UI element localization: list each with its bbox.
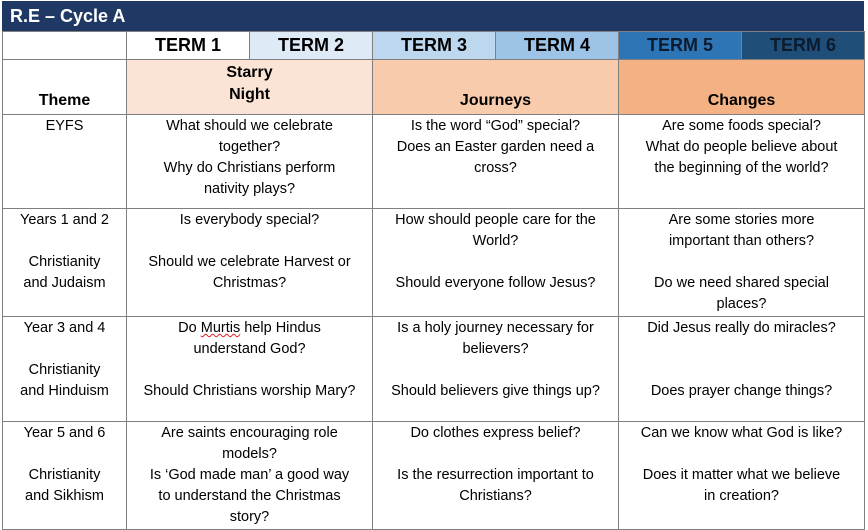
theme-line: Christianity xyxy=(28,362,101,378)
question-line: Christmas? xyxy=(212,275,287,291)
blank-line xyxy=(3,444,126,465)
starry-header-line-2: Night xyxy=(229,86,270,103)
question-line: Can we know what God is like? xyxy=(640,425,843,441)
question-line: Is ‘God made man’ a good way xyxy=(149,467,350,483)
changes-cell xyxy=(619,317,865,422)
question-line: Is a holy journey necessary for xyxy=(397,320,594,336)
theme-cell xyxy=(3,115,127,209)
question-line: Should Christians worship Mary? xyxy=(143,383,356,399)
table-row xyxy=(3,422,865,530)
question-line: together? xyxy=(218,139,281,155)
term-3-header: TERM 3 xyxy=(373,32,496,60)
question-line: Christians? xyxy=(459,488,532,504)
question-line: cross? xyxy=(474,160,517,176)
question-line: Does it matter what we believe xyxy=(642,467,841,483)
question-line: What should we celebrate xyxy=(166,118,333,134)
question-line: places? xyxy=(716,296,767,312)
question-line: Should we celebrate Harvest or xyxy=(148,254,351,270)
term-header-row xyxy=(3,32,865,60)
question-line: What do people believe about xyxy=(645,139,838,155)
blank-line xyxy=(373,444,618,465)
starry-night-cell xyxy=(127,317,373,422)
blank-line xyxy=(3,231,126,252)
theme-header-row xyxy=(3,60,865,115)
theme-line: Year 5 and 6 xyxy=(23,425,106,441)
theme-line: Christianity xyxy=(28,254,101,270)
term-5-header: TERM 5 xyxy=(619,32,742,60)
starry-header-line-1: Starry xyxy=(226,64,273,81)
question-line: Is everybody special? xyxy=(179,212,320,228)
question-line: nativity plays? xyxy=(203,181,296,197)
question-line xyxy=(127,318,372,339)
blank-line xyxy=(619,339,864,360)
theme-line: and Hinduism xyxy=(20,383,109,399)
question-line: Is the word “God” special? xyxy=(410,118,581,134)
changes-cell xyxy=(619,115,865,209)
text-run: help Hindus xyxy=(240,320,321,336)
question-line: Do we need shared special xyxy=(654,275,829,291)
document-title: R.E – Cycle A xyxy=(2,1,864,31)
journeys-cell xyxy=(373,422,619,530)
term-4-header: TERM 4 xyxy=(496,32,619,60)
curriculum-table xyxy=(2,31,865,530)
question-line: World? xyxy=(472,233,519,249)
changes-cell xyxy=(619,209,865,317)
question-line: Does an Easter garden need a xyxy=(396,139,595,155)
question-line: Does prayer change things? xyxy=(650,383,833,399)
blank-line xyxy=(619,444,864,465)
question-line: Is the resurrection important to xyxy=(397,467,594,483)
spellcheck-word: Murtis xyxy=(200,320,241,336)
term-2-header: TERM 2 xyxy=(250,32,373,60)
table-row xyxy=(3,115,865,209)
question-line: How should people care for the xyxy=(395,212,596,228)
question-line: important than others? xyxy=(668,233,815,249)
starry-night-header xyxy=(127,60,373,115)
blank-line xyxy=(127,360,372,381)
text-run: Do xyxy=(178,320,201,336)
question-line: Did Jesus really do miracles? xyxy=(647,320,836,336)
theme-line: EYFS xyxy=(45,118,84,134)
blank-line xyxy=(373,252,618,273)
starry-night-cell xyxy=(127,115,373,209)
question-line: understand God? xyxy=(193,341,306,357)
question-line: in creation? xyxy=(704,488,779,504)
theme-cell xyxy=(3,209,127,317)
question-line: story? xyxy=(229,509,270,525)
theme-line: and Judaism xyxy=(23,275,106,291)
question-line: Should everyone follow Jesus? xyxy=(395,275,596,291)
table-row xyxy=(3,209,865,317)
question-line: Should believers give things up? xyxy=(391,383,600,399)
theme-column-header: Theme xyxy=(3,60,127,115)
starry-night-cell xyxy=(127,209,373,317)
question-line: to understand the Christmas xyxy=(158,488,341,504)
theme-line: Year 3 and 4 xyxy=(23,320,106,336)
question-line: models? xyxy=(222,446,277,462)
theme-cell xyxy=(3,317,127,422)
question-line: Are saints encouraging role xyxy=(161,425,338,441)
table-row xyxy=(3,317,865,422)
journeys-cell xyxy=(373,209,619,317)
blank-line xyxy=(3,339,126,360)
question-line: the beginning of the world? xyxy=(654,160,829,176)
question-line: Why do Christians perform xyxy=(163,160,336,176)
blank-line xyxy=(619,360,864,381)
journeys-header: Journeys xyxy=(373,60,619,115)
journeys-cell xyxy=(373,115,619,209)
starry-night-cell xyxy=(127,422,373,530)
journeys-cell xyxy=(373,317,619,422)
changes-header: Changes xyxy=(619,60,865,115)
blank-line xyxy=(127,231,372,252)
term-corner-cell xyxy=(3,32,127,60)
question-line: Do clothes express belief? xyxy=(410,425,581,441)
changes-cell xyxy=(619,422,865,530)
question-line: believers? xyxy=(462,341,529,357)
question-line: Are some stories more xyxy=(668,212,815,228)
question-line: Are some foods special? xyxy=(662,118,821,134)
theme-line: Christianity xyxy=(28,467,101,483)
theme-line: and Sikhism xyxy=(25,488,104,504)
theme-line: Years 1 and 2 xyxy=(20,212,109,228)
blank-line xyxy=(373,360,618,381)
theme-cell xyxy=(3,422,127,530)
blank-line xyxy=(619,252,864,273)
term-1-header: TERM 1 xyxy=(127,32,250,60)
term-6-header: TERM 6 xyxy=(742,32,865,60)
